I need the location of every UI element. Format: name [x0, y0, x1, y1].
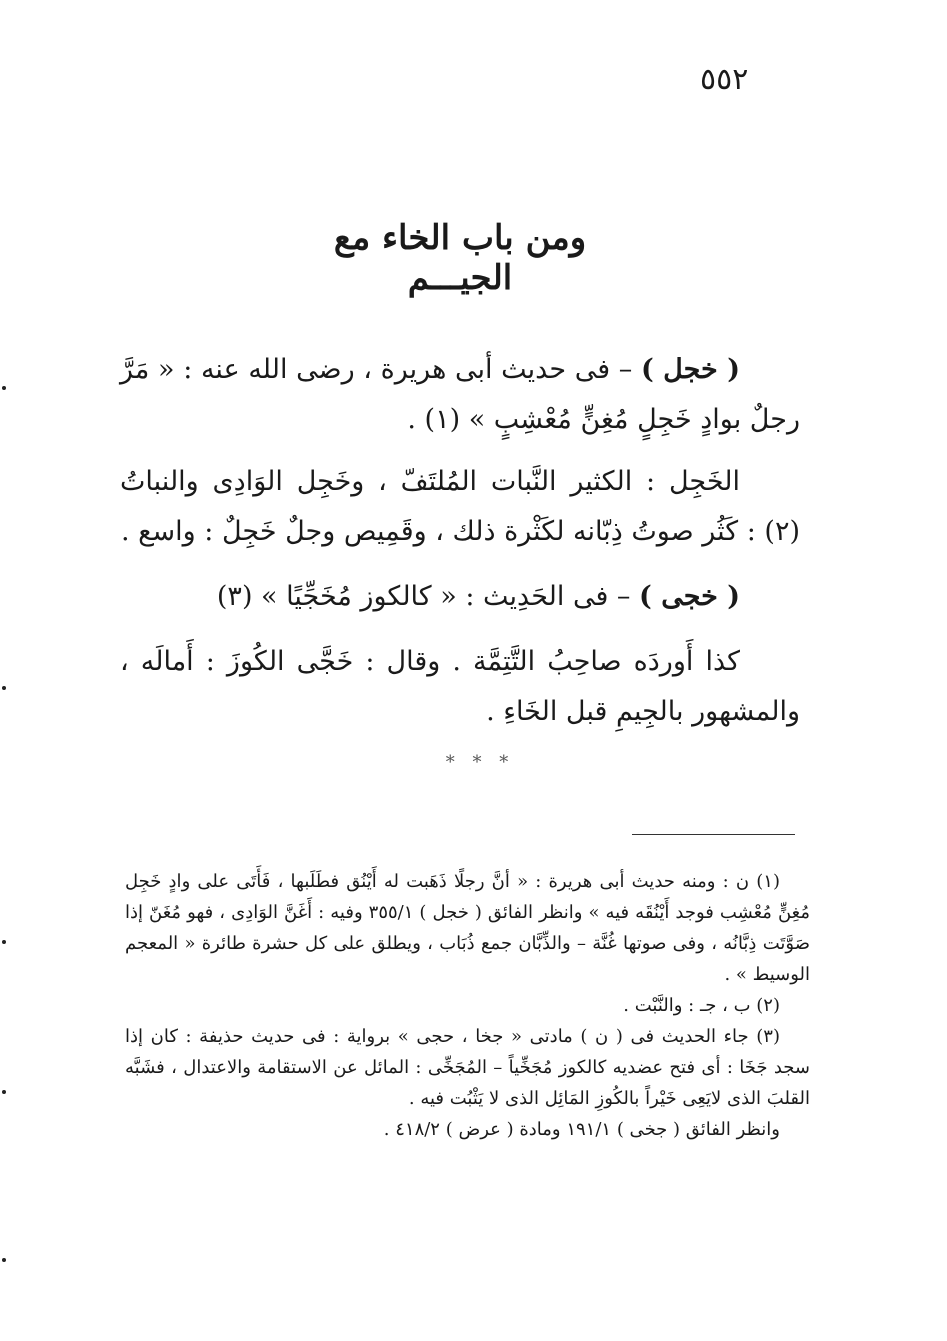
entry-lemma: ( خجى ) — [639, 581, 740, 612]
entry-text: – فى حديث أبى هريرة ، رضى الله عنه : « مَرَّ رجلٌ بوادٍ خَجِلٍ مُغِنٍّ مُعْشِبٍ » (١) . — [120, 354, 800, 435]
entry-khaja — [120, 572, 800, 622]
footnotes — [125, 866, 810, 1145]
entry-text: الخَجِل : الكثير النَّبات المُلتَفّ ، وخَجِل الوَادِى والنباتُ (٢) : كَثُر صوتُ ذِبّانه لكَثْرة ذلك ، وقَمِيص وجلٌ خَجِلٌ : واسع . — [120, 466, 800, 547]
section-title: ومن باب الخاء مع الجيـــم — [333, 218, 587, 298]
footnote-3: (٣) جاء الحديث فى ( ن ) مادتى « جخا ، حجى » برواية : فى حديث حذيفة : كان إذا سجد جَخَا : أى فتح عضديه كالكوز مُجَخِّياً – المُجَخِّى : المائل عن الاستقامة والاعتدال ، فشَبَّه القلبَ الذى لايَعِى خَيْراً بالكُوزِ المَائِل الذى لا يَثْبُت فيه . — [125, 1026, 810, 1109]
footnote-1: (١) ن : ومنه حديث أبى هريرة : « أنَّ رجلًا ذَهَبت له أَيْنُق فطَلَبها ، فَأَتَى على وادٍ خَجِل مُغِنٍّ مُعْشِب فوجد أَيْنُقَه فيه » وانظر الفائق ( خجل ) ٣٥٥/١ وفيه : أَغَنَّ الوَادِى ، فهو مُغَنّ إذا صَوَّتَت ذِبَّانُه ، وفى صوتها غُنَّة – والذِّبَّان جمع ذُبَاب ، ويطلق على كل حشرة طائرة « المعجم الوسيط » . — [125, 871, 810, 985]
scan-margin-mark — [2, 1090, 6, 1094]
footnote-3-continued: وانظر الفائق ( جخى ) ١٩١/١ ومادة ( عرض ) ٤١٨/٢ . — [383, 1119, 780, 1140]
page-number: ٥٥٢ — [700, 62, 749, 97]
footnote-divider — [632, 834, 795, 835]
entry-khaja-commentary — [120, 637, 800, 737]
scan-margin-mark — [2, 686, 6, 690]
entry-lemma: ( خجل ) — [640, 354, 741, 385]
entry-khajal-definition — [120, 457, 800, 557]
section-separator: * * * — [445, 752, 515, 773]
entry-text: – فى الحَدِيث : « كالكوز مُخَجِّيًا » (٣) — [216, 581, 640, 612]
entry-khajal — [120, 345, 800, 445]
scan-margin-mark — [2, 386, 6, 390]
scan-margin-mark — [2, 940, 6, 944]
scan-margin-mark — [2, 1258, 6, 1262]
footnote-2: (٢) ب ، جـ : والنَّبْت . — [623, 995, 780, 1016]
entry-text: كذا أَوردَه صاحِبُ التَّتِمَّة . وقال : خَجَّى الكُوزَ : أَمالَه ، والمشهور بالجِيمِ قبل الخَاءِ . — [120, 646, 800, 727]
